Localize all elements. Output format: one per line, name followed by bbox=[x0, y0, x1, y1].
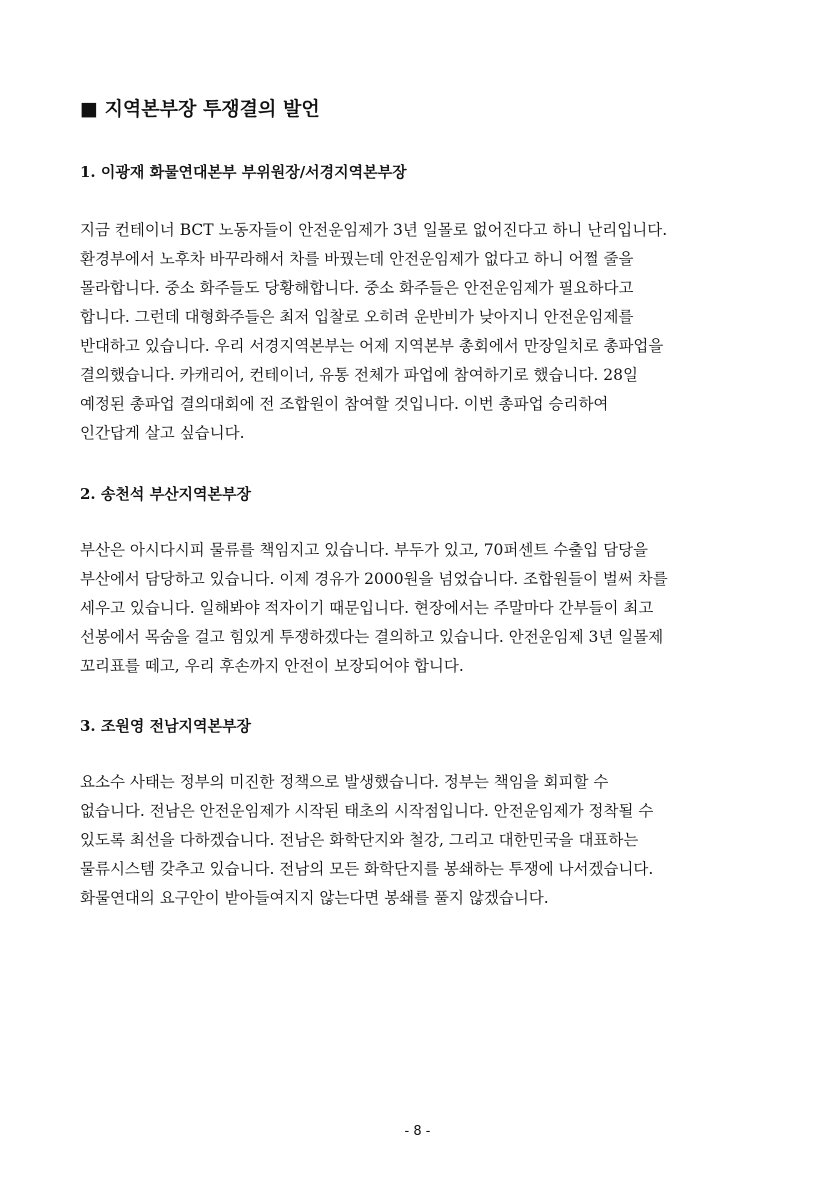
section-3-line-4: 물류시스템 갖추고 있습니다. 전남의 모든 화학단지를 봉쇄하는 투쟁에 나서겠습니다. bbox=[80, 860, 654, 878]
section-1-line-6: 결의했습니다. 카캐리어, 컨테이너, 유통 전체가 파업에 참여하기로 했습니다. 28일 bbox=[80, 366, 638, 384]
section-3-line-1: 요소수 사태는 정부의 미진한 정책으로 발생했습니다. 정부는 책임을 회피할 수 bbox=[80, 773, 609, 791]
page-number: - 8 - bbox=[404, 1124, 431, 1139]
section-1-body bbox=[80, 216, 760, 448]
section-2-line-2: 부산에서 담당하고 있습니다. 이제 경유가 2000원을 넘었습니다. 조합원들이 벌써 차를 bbox=[80, 570, 668, 588]
section-2-body bbox=[80, 536, 760, 681]
section-3-body bbox=[80, 768, 760, 913]
section-2-line-3: 세우고 있습니다. 일해봐야 적자이기 때문입니다. 현장에서는 주말마다 간부들이 최고 bbox=[80, 599, 654, 617]
section-1-line-3: 몰라합니다. 중소 화주들도 당황해합니다. 중소 화주들은 안전운임제가 필요하다고 bbox=[80, 279, 634, 297]
page-heading: ■ 지역본부장 투쟁결의 발언 bbox=[80, 98, 320, 120]
section-3-line-3: 있도록 최선을 다하겠습니다. 전남은 화학단지와 철강, 그리고 대한민국을 대표하는 bbox=[80, 831, 639, 849]
section-2-line-1: 부산은 아시다시피 물류를 책임지고 있습니다. 부두가 있고, 70퍼센트 수출입 담당을 bbox=[80, 541, 649, 559]
section-3-line-5: 화물연대의 요구안이 받아들여지지 않는다면 봉쇄를 풀지 않겠습니다. bbox=[80, 889, 549, 907]
section-1-line-1: 지금 컨테이너 BCT 노동자들이 안전운임제가 3년 일몰로 없어진다고 하니 난리입니다. bbox=[80, 221, 668, 239]
section-2-line-5: 꼬리표를 떼고, 우리 후손까지 안전이 보장되어야 합니다. bbox=[80, 657, 464, 675]
section-1-line-8: 인간답게 살고 싶습니다. bbox=[80, 424, 245, 442]
section-1-line-7: 예정된 총파업 결의대회에 전 조합원이 참여할 것입니다. 이번 총파업 승리하여 bbox=[80, 395, 609, 413]
section-3-title: 3. 조원영 전남지역본부장 bbox=[80, 717, 252, 735]
section-2-line-4: 선봉에서 목숨을 걸고 힘있게 투쟁하겠다는 결의하고 있습니다. 안전운임제 3년 일몰제 bbox=[80, 628, 664, 646]
section-1-line-4: 합니다. 그런데 대형화주들은 최저 입찰로 오히려 운반비가 낮아지니 안전운임제를 bbox=[80, 308, 634, 326]
section-1-line-2: 환경부에서 노후차 바꾸라해서 차를 바꿨는데 안전운임제가 없다고 하니 어쩔 줄을 bbox=[80, 250, 634, 268]
section-2-title: 2. 송천석 부산지역본부장 bbox=[80, 485, 252, 503]
section-3-line-2: 없습니다. 전남은 안전운임제가 시작된 태초의 시작점입니다. 안전운임제가 정착될 수 bbox=[80, 802, 654, 820]
section-1-title: 1. 이광재 화물연대본부 부위원장/서경지역본부장 bbox=[80, 163, 407, 181]
section-1-line-5: 반대하고 있습니다. 우리 서경지역본부는 어제 지역본부 총회에서 만장일치로 총파업을 bbox=[80, 337, 664, 355]
